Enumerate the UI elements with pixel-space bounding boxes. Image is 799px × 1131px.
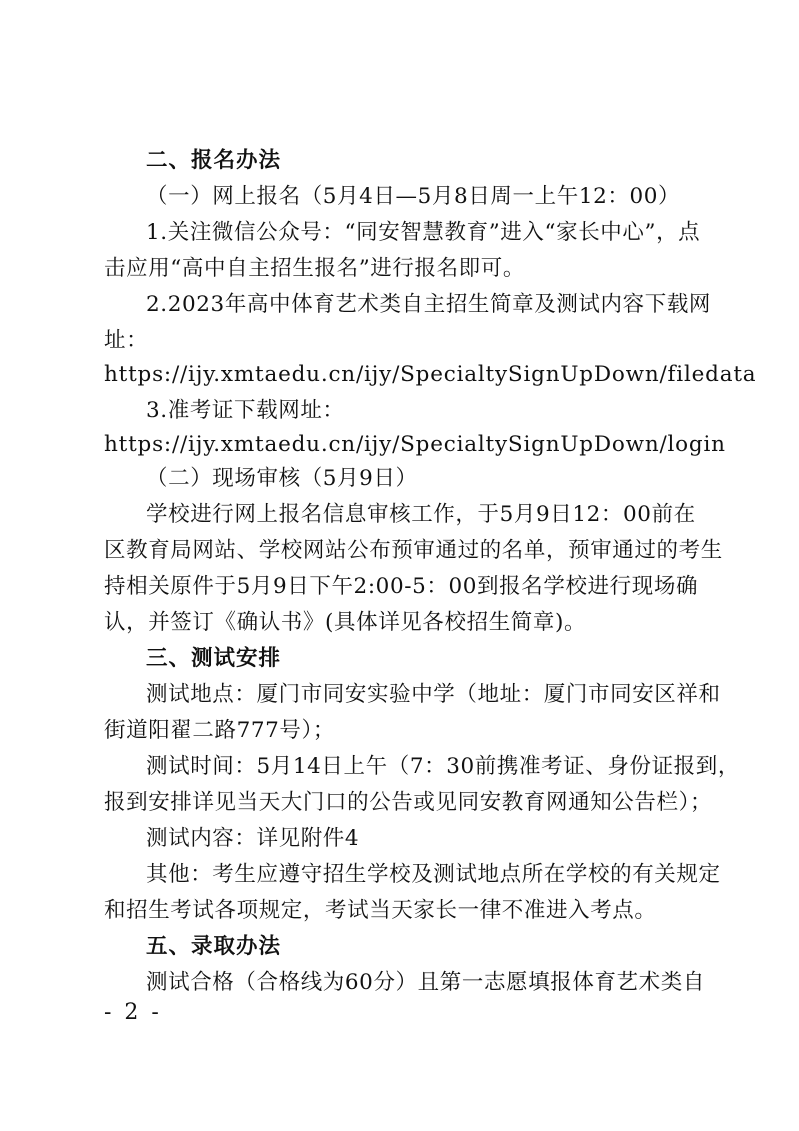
section-heading-registration: 二、报名办法 <box>146 148 282 173</box>
paragraph-line: 其他：考生应遵守招生学校及测试地点所在学校的有关规定 <box>146 862 721 887</box>
paragraph-line: 2.2023年高中体育艺术类自主招生简章及测试内容下载网 <box>146 292 712 317</box>
paragraph-line: 3.准考证下载网址： <box>146 398 345 423</box>
download-url-filedata: https://ijy.xmtaedu.cn/ijy/SpecialtySignUpDown/filedata <box>104 362 757 387</box>
paragraph-line: 测试合格（合格线为60分）且第一志愿填报体育艺术类自 <box>146 970 705 995</box>
paragraph-line: 1.关注微信公众号：“同安智慧教育”进入“家长中心”，点 <box>146 220 701 245</box>
section-heading-admission: 五、录取办法 <box>146 934 282 959</box>
paragraph-line: 区教育局网站、学校网站公布预审通过的名单，预审通过的考生 <box>104 538 723 563</box>
paragraph-line: 报到安排详见当天大门口的公告或见同安教育网通知公告栏）； <box>104 790 713 815</box>
paragraph-line: 学校进行网上报名信息审核工作，于5月9日12：00前在 <box>146 502 696 527</box>
paragraph-line: 址： <box>104 328 149 353</box>
section-heading-test-arrangement: 三、测试安排 <box>146 646 282 671</box>
subsection-onsite-review: （二）现场审核（5月9日） <box>146 466 418 491</box>
paragraph-line: 持相关原件于5月9日下午2:00-5：00到报名学校进行现场确 <box>104 574 699 599</box>
paragraph-line: 击应用“高中自主招生报名”进行报名即可。 <box>104 256 525 281</box>
page-number: - 2 - <box>104 1000 162 1025</box>
subsection-online-registration: （一）网上报名（5月4日—5月8日周一上午12：00） <box>146 184 681 209</box>
paragraph-line: 和招生考试各项规定，考试当天家长一律不准进入考点。 <box>104 898 657 923</box>
paragraph-line: 街道阳翟二路777号）； <box>104 718 335 743</box>
paragraph-line: 认，并签订《确认书》(具体详见各校招生简章)。 <box>104 610 587 635</box>
paragraph-line: 测试内容：详见附件4 <box>146 826 360 851</box>
download-url-login: https://ijy.xmtaedu.cn/ijy/SpecialtySignUpDown/login <box>104 432 726 457</box>
paragraph-line: 测试时间：5月14日上午（7：30前携准考证、身份证报到， <box>146 754 740 779</box>
paragraph-line: 测试地点：厦门市同安实验中学（地址：厦门市同安区祥和 <box>146 682 721 707</box>
